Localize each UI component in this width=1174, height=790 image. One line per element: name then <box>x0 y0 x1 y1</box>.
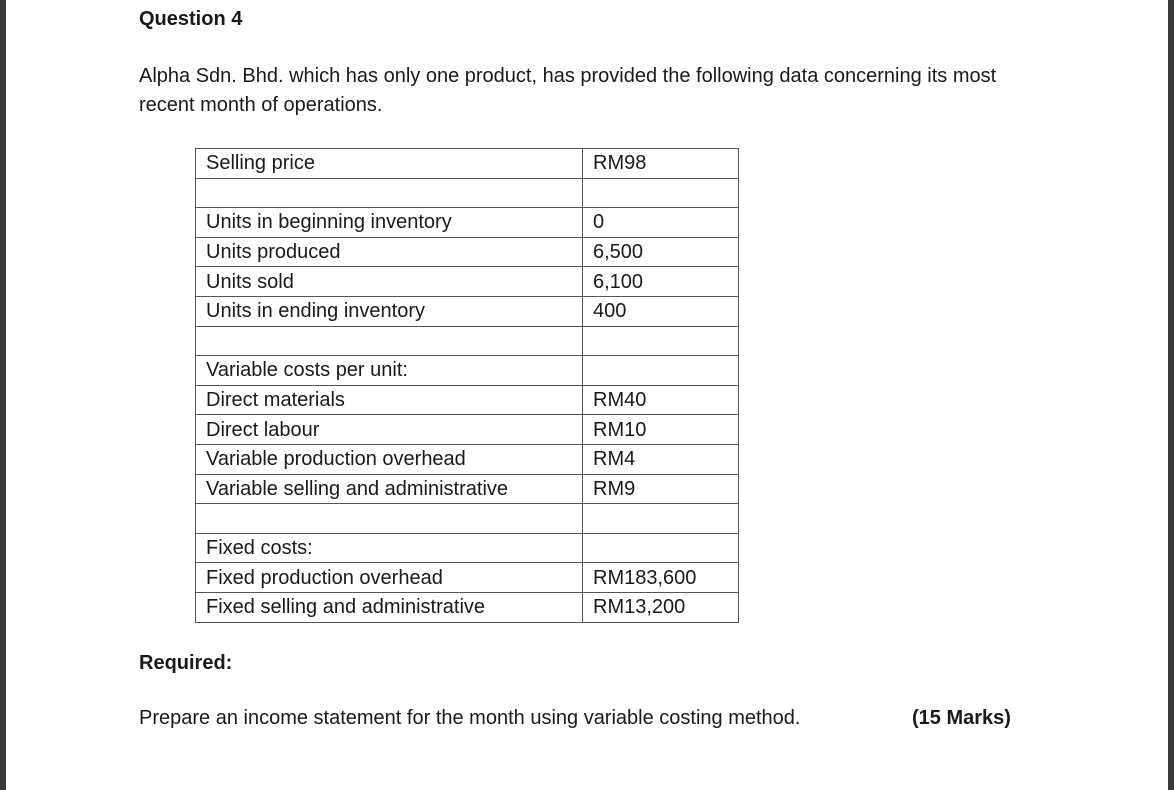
required-heading: Required: <box>139 652 233 674</box>
row-label: Variable production overhead <box>196 444 583 474</box>
table-row <box>196 592 739 622</box>
row-value: 0 <box>583 208 739 238</box>
row-label: Units in ending inventory <box>196 296 583 326</box>
table-row <box>196 208 739 238</box>
row-label: Units produced <box>196 237 583 267</box>
row-value: RM183,600 <box>583 563 739 593</box>
intro-paragraph: Alpha Sdn. Bhd. which has only one product, has provided the following data concerning its most recent month of operations. <box>139 65 997 116</box>
table-row <box>196 356 739 386</box>
row-value <box>583 178 739 208</box>
row-value: RM9 <box>583 474 739 504</box>
table-row <box>196 415 739 445</box>
row-value: 6,500 <box>583 237 739 267</box>
row-label: Direct labour <box>196 415 583 445</box>
table-row <box>196 563 739 593</box>
row-value: RM40 <box>583 385 739 415</box>
table-row <box>196 237 739 267</box>
row-value <box>583 533 739 563</box>
marks-label: (15 Marks) <box>912 707 1011 729</box>
table-row <box>196 267 739 297</box>
table-row <box>196 385 739 415</box>
row-value: 400 <box>583 296 739 326</box>
row-label <box>196 504 583 534</box>
row-value: RM13,200 <box>583 592 739 622</box>
row-value: RM98 <box>583 149 739 179</box>
table-row <box>196 504 739 534</box>
table-row <box>196 474 739 504</box>
row-value <box>583 504 739 534</box>
document-page <box>6 0 1168 790</box>
table-row <box>196 326 739 356</box>
instruction-text: Prepare an income statement for the month using variable costing method. <box>139 707 801 729</box>
row-label <box>196 326 583 356</box>
row-label: Variable selling and administrative <box>196 474 583 504</box>
row-label <box>196 178 583 208</box>
row-label: Fixed selling and administrative <box>196 592 583 622</box>
row-value <box>583 326 739 356</box>
table-row <box>196 444 739 474</box>
row-label: Units in beginning inventory <box>196 208 583 238</box>
row-label: Fixed production overhead <box>196 563 583 593</box>
row-value: 6,100 <box>583 267 739 297</box>
row-label: Selling price <box>196 149 583 179</box>
table-row <box>196 149 739 179</box>
table-row <box>196 178 739 208</box>
question-title: Question 4 <box>139 8 243 30</box>
row-label: Variable costs per unit: <box>196 356 583 386</box>
row-label: Units sold <box>196 267 583 297</box>
row-label: Fixed costs: <box>196 533 583 563</box>
data-table <box>195 148 739 623</box>
table-row <box>196 296 739 326</box>
row-label: Direct materials <box>196 385 583 415</box>
row-value: RM4 <box>583 444 739 474</box>
row-value <box>583 356 739 386</box>
row-value: RM10 <box>583 415 739 445</box>
table-row <box>196 533 739 563</box>
